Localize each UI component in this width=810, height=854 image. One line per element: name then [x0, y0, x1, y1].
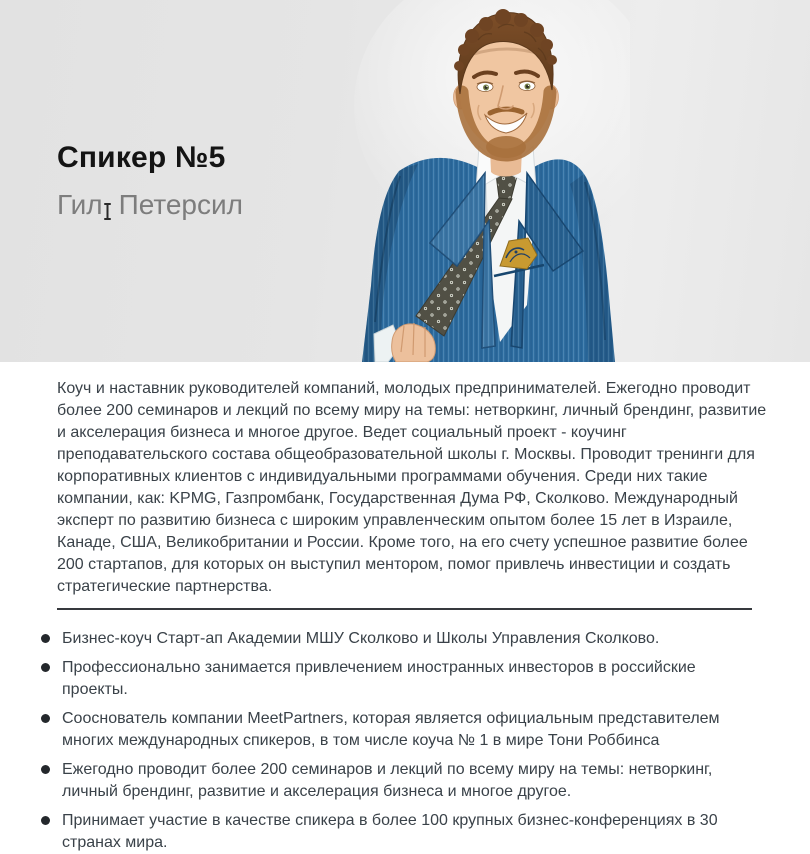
bullet-icon: [41, 765, 50, 774]
bullet-icon: [41, 634, 50, 643]
list-item-text: Бизнес-коуч Старт-ап Академии МШУ Сколково и Школы Управления Сколково.: [62, 630, 660, 647]
page-title: Спикер №5: [57, 141, 226, 174]
list-item: [41, 657, 756, 701]
speaker-photo: [338, 0, 630, 362]
divider: [57, 608, 752, 610]
list-item: [41, 759, 756, 803]
speaker-heading-block: [57, 141, 243, 221]
list-item-text: Принимает участие в качестве спикера в более 100 крупных бизнес-конференциях в 30 странах мира.: [62, 812, 718, 851]
list-item: [41, 708, 756, 752]
speaker-hero: [0, 0, 810, 362]
bullet-icon: [41, 663, 50, 672]
highlights-list: [41, 628, 762, 854]
list-item: [41, 810, 756, 854]
bio-paragraph: Коуч и наставник руководителей компаний, молодых предпринимателей. Ежегодно проводит более 200 семинаров и лекций по всему миру на темы: нетворкинг, личный брендинг, развитие и акселерация бизнеса и многое другое. Ведет социальный проект - коучинг преподавательского состава общеобразовательной школы г. Москвы. Проводит тренинги для корпоративных клиентов с индивидуальными программами обучения. Среди них такие компании, как: KPMG, Газпромбанк, Государственная Дума РФ, Сколково. Международный эксперт по развитию бизнеса с широким управленческим опытом более 15 лет в Израиле, Канаде, США, Великобритании и России. Кроме того, на его счету успешное развитие более 200 стартапов, для которых он выступил ментором, помог привлечь инвестиции и создать стратегические партнерства.: [57, 380, 767, 595]
speaker-description-section: [0, 362, 810, 854]
speaker-name-rest: Петерсил: [118, 189, 243, 220]
list-item-text: Профессионально занимается привлечением иностранных инвесторов в российские проекты.: [62, 659, 696, 698]
speaker-name-first: Гил: [57, 189, 103, 220]
list-item-text: Ежегодно проводит более 200 семинаров и лекций по всему миру на темы: нетворкинг, личный брендинг, развитие и акселерация бизнеса и многое другое.: [62, 761, 713, 800]
list-item-text: Сооснователь компании MeetPartners, которая является официальным представителем многих международных спикеров, в том числе коуча № 1 в мире Тони Роббинса: [62, 710, 720, 749]
text-cursor-icon: [103, 203, 112, 220]
speaker-photo-illustration: [338, 0, 630, 362]
speaker-name: [57, 189, 243, 221]
list-item: [41, 628, 756, 650]
bullet-icon: [41, 816, 50, 825]
bullet-icon: [41, 714, 50, 723]
